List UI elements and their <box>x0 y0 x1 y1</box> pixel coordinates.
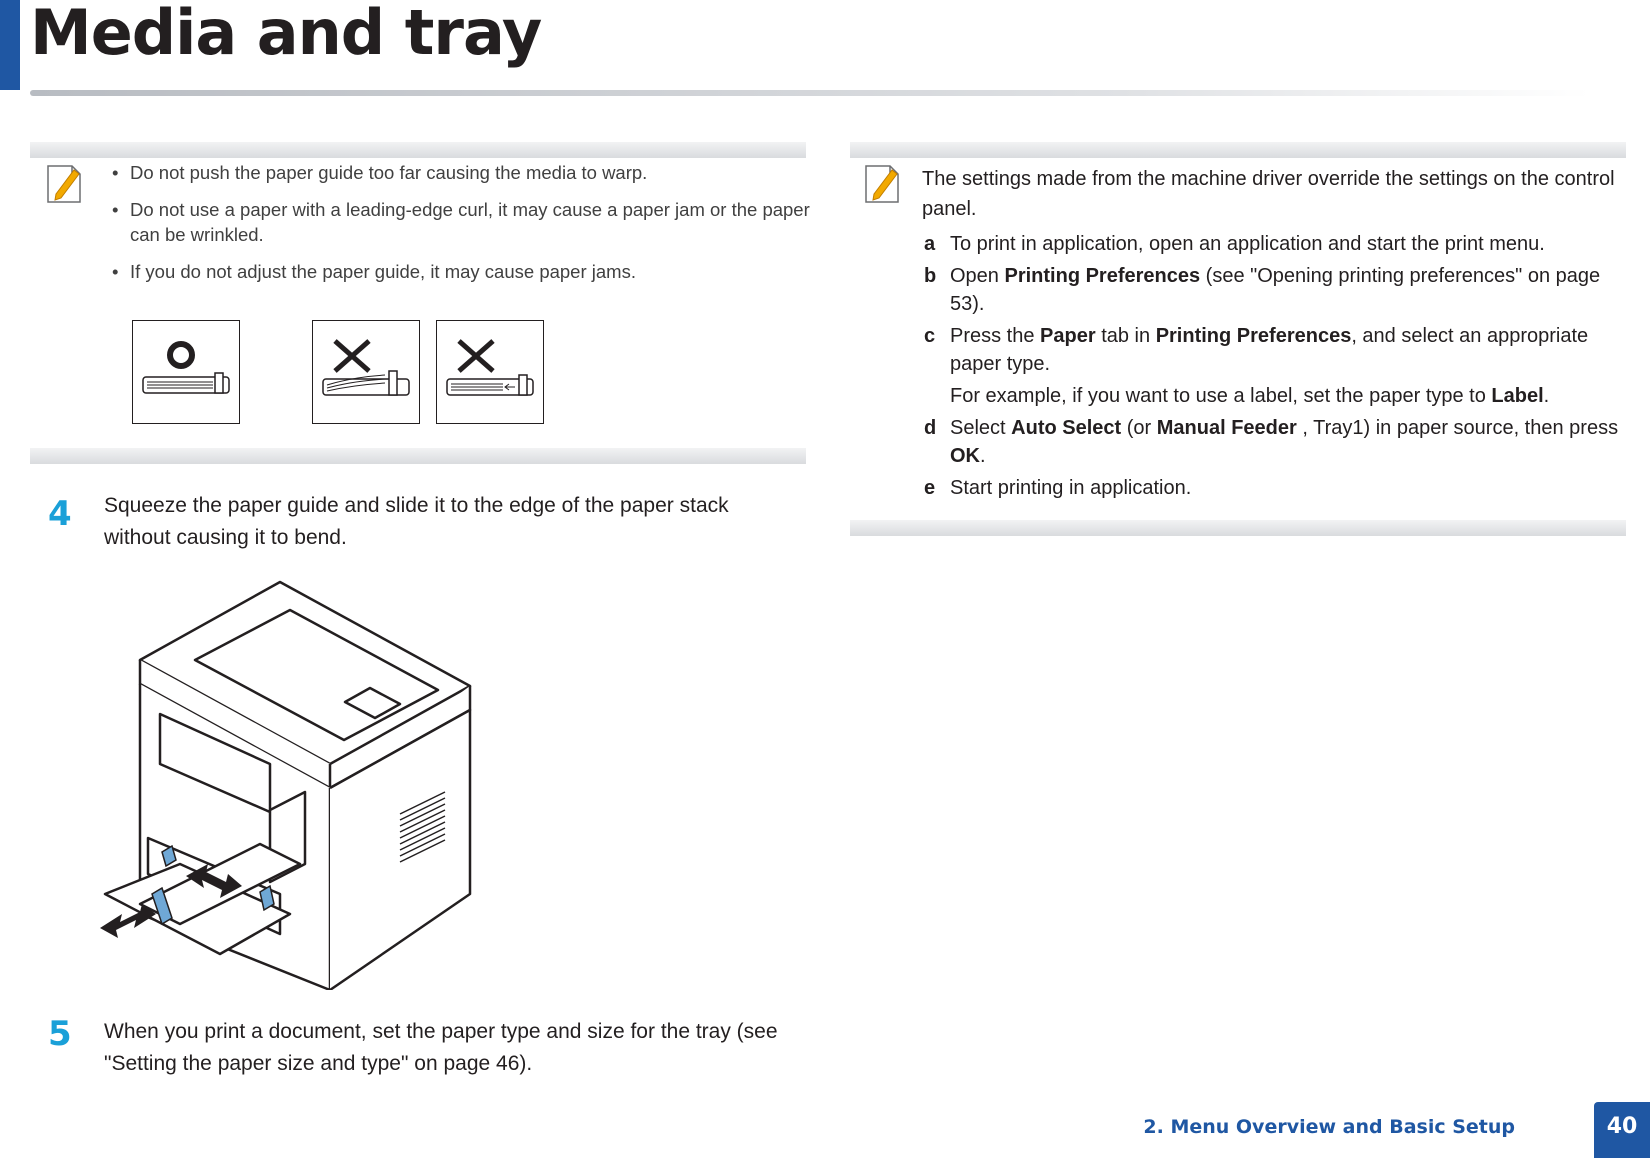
sub-step-letter: a <box>924 233 936 255</box>
sub-step-text: , and select an appropriate paper type. <box>950 325 1589 375</box>
sub-step-e <box>922 474 1632 502</box>
sub-step-text: . <box>980 445 986 467</box>
bullet-dot: • <box>112 162 119 183</box>
step-number: 4 <box>48 494 72 534</box>
guide-wrong-example-warped <box>312 320 420 424</box>
step-text: Squeeze the paper guide and slide it to the edge of the paper stack without causing it to bend. <box>104 494 729 549</box>
sub-step-text: , Tray1) in paper source, then press <box>1296 417 1619 439</box>
sub-step-text: For example, if you want to use a label, set the paper type to <box>950 385 1492 407</box>
ui-term-manual-feeder: Manual Feeder <box>1156 417 1297 439</box>
note-pencil-icon <box>862 162 902 206</box>
sub-step-text: (or <box>1121 417 1157 439</box>
sub-step-d <box>922 414 1632 470</box>
step-text: When you print a document, set the paper type and size for the tray (see "Setting the paper size and type" on page 46). <box>104 1020 778 1075</box>
sub-step-letter: e <box>924 477 936 499</box>
sub-step-text: To print in application, open an application and start the print menu. <box>950 233 1545 255</box>
wrong-cross-icon <box>459 341 493 371</box>
bullet-text: Do not push the paper guide too far causing the media to warp. <box>130 162 648 183</box>
left-note-bottom-band <box>30 448 806 464</box>
bullet-item <box>112 160 810 185</box>
ui-term-printing-preferences: Printing Preferences <box>1004 265 1201 287</box>
sub-step-text: Open <box>950 265 1005 287</box>
page-title: Media and tray <box>30 0 542 69</box>
ui-term-printing-preferences: Printing Preferences <box>1155 325 1352 347</box>
bullet-text: If you do not adjust the paper guide, it may cause paper jams. <box>130 261 636 282</box>
page-number-badge: 40 <box>1594 1102 1650 1158</box>
note-pencil-icon <box>44 162 84 206</box>
sub-step-a <box>922 230 1632 258</box>
wrong-cross-icon <box>335 341 369 371</box>
ui-term-label: Label <box>1491 385 1544 407</box>
bullet-text: Do not use a paper with a leading-edge curl, it may cause a paper jam or the paper can be wrinkled. <box>130 199 810 245</box>
sub-step-b <box>922 262 1632 318</box>
sub-step-letter: d <box>924 417 937 439</box>
sub-step-text: tab in <box>1095 325 1156 347</box>
guide-correct-example <box>132 320 240 424</box>
left-note-bullets <box>112 160 810 296</box>
correct-circle-icon <box>170 344 192 366</box>
right-note-top-band <box>850 142 1626 158</box>
bullet-dot: • <box>112 199 119 220</box>
right-note-bottom-band <box>850 520 1626 536</box>
sub-step-letter: b <box>924 265 937 287</box>
title-accent-bar <box>0 0 20 90</box>
sub-step-text: Select <box>950 417 1012 439</box>
title-divider <box>30 90 1590 96</box>
sub-step-c-example <box>922 382 1632 410</box>
sub-step-text: (see "Opening printing preferences" on page 53). <box>950 265 1601 315</box>
ui-term-ok: OK <box>950 445 980 467</box>
printer-illustration <box>100 574 480 990</box>
step-number: 5 <box>48 1014 72 1054</box>
bullet-dot: • <box>112 261 119 282</box>
sub-step-text: Start printing in application. <box>950 477 1192 499</box>
bullet-item <box>112 197 810 247</box>
sub-step-text: Press the <box>950 325 1041 347</box>
ui-term-paper: Paper <box>1040 325 1096 347</box>
ui-term-auto-select: Auto Select <box>1011 417 1122 439</box>
sub-step-c <box>922 322 1632 378</box>
guide-wrong-example-loose <box>436 320 544 424</box>
right-note-intro: The settings made from the machine driver override the settings on the control panel. <box>922 168 1615 220</box>
left-note-top-band <box>30 142 806 158</box>
footer-section-title: 2. Menu Overview and Basic Setup <box>1143 1116 1515 1138</box>
right-note-steps <box>922 230 1632 506</box>
sub-step-text: . <box>1543 385 1550 407</box>
double-arrow-icon <box>100 904 156 938</box>
sub-step-letter: c <box>924 325 936 347</box>
bullet-item <box>112 259 810 284</box>
